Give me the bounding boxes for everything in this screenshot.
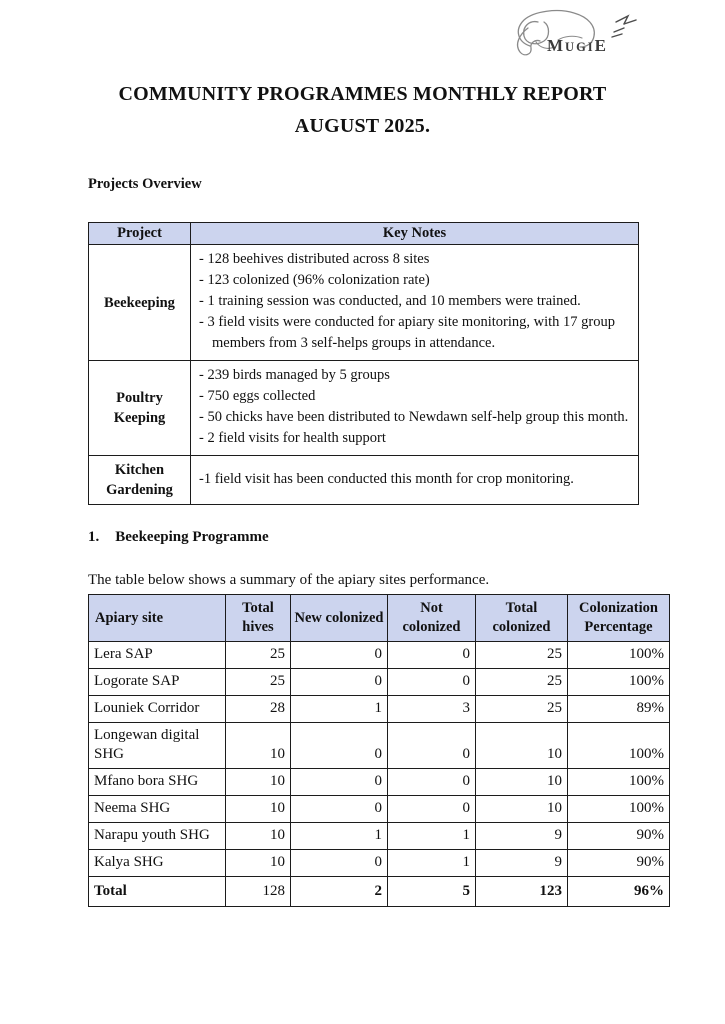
note-line: - 1 training session was conducted, and 10 members were trained.: [199, 293, 581, 309]
apiary-row: [89, 642, 670, 669]
value-cell: 10: [226, 723, 291, 769]
value-cell: 1: [388, 850, 476, 877]
value-cell: 10: [226, 769, 291, 796]
key-notes-cell: [191, 456, 639, 505]
project-row: [89, 456, 639, 505]
project-row: [89, 361, 639, 456]
projects-overview-header-row: [89, 223, 639, 245]
value-cell: 0: [291, 669, 388, 696]
value-cell: 0: [388, 769, 476, 796]
apiary-row: [89, 669, 670, 696]
note-line: - 3 field visits were conducted for apiary site monitoring, with 17 group members from 3 self-helps groups in attendance.: [199, 314, 615, 351]
value-cell: 3: [388, 696, 476, 723]
apiary-site-cell: Mfano bora SHG: [89, 769, 226, 796]
section-number: 1.: [88, 529, 100, 545]
report-title-line2: AUGUST 2025.: [294, 115, 431, 137]
note-line: - 50 chicks have been distributed to Newdawn self-help group this month.: [199, 409, 629, 425]
value-cell: 100%: [568, 642, 670, 669]
value-cell: 0: [388, 723, 476, 769]
value-cell: 10: [226, 823, 291, 850]
apiary-header-row: [89, 595, 670, 642]
value-cell: 9: [476, 850, 568, 877]
report-title: [0, 78, 725, 142]
value-cell: 10: [476, 796, 568, 823]
value-cell: 0: [291, 642, 388, 669]
projects-overview-heading: Projects Overview: [88, 176, 202, 192]
colonization-percentage-column-header: Colonization Percentage: [568, 595, 670, 642]
apiary-row: [89, 723, 670, 769]
note-line: - 239 birds managed by 5 groups: [199, 367, 390, 383]
value-cell: 1: [291, 823, 388, 850]
key-notes-cell: [191, 361, 639, 456]
value-cell: 0: [388, 796, 476, 823]
note-line: - 123 colonized (96% colonization rate): [199, 272, 430, 288]
total-label-cell: Total: [89, 877, 226, 907]
brand-letter: E: [594, 36, 609, 55]
brand-letters: UGI: [565, 40, 595, 54]
mugie-logo: [500, 6, 650, 64]
section-title: Beekeeping Programme: [115, 529, 269, 545]
value-cell: 10: [226, 796, 291, 823]
brand-letter: M: [547, 36, 566, 55]
value-cell: 0: [291, 723, 388, 769]
value-cell: 25: [226, 642, 291, 669]
apiary-row: [89, 769, 670, 796]
bird-sketch-icon: [612, 16, 636, 37]
value-cell: 1: [291, 696, 388, 723]
value-cell: 0: [388, 669, 476, 696]
apiary-row: [89, 696, 670, 723]
value-cell: 10: [226, 850, 291, 877]
value-cell: 25: [476, 696, 568, 723]
report-title-line1: COMMUNITY PROGRAMMES MONTHLY REPORT: [118, 83, 607, 105]
value-cell: 100%: [568, 723, 670, 769]
value-cell: 9: [476, 823, 568, 850]
apiary-row: [89, 850, 670, 877]
note-line: -1 field visit has been conducted this month for crop monitoring.: [199, 470, 574, 487]
value-cell: 128: [226, 877, 291, 907]
value-cell: 10: [476, 723, 568, 769]
apiary-row: [89, 823, 670, 850]
total-hives-column-header: Total hives: [226, 595, 291, 642]
note-line: - 128 beehives distributed across 8 sites: [199, 251, 430, 267]
project-name-cell: Beekeeping: [89, 245, 191, 361]
apiary-table-body: [89, 642, 670, 907]
apiary-total-row: [89, 877, 670, 907]
value-cell: 0: [291, 850, 388, 877]
value-cell: 123: [476, 877, 568, 907]
value-cell: 96%: [568, 877, 670, 907]
apiary-site-cell: Neema SHG: [89, 796, 226, 823]
total-colonized-column-header: Total colonized: [476, 595, 568, 642]
value-cell: 89%: [568, 696, 670, 723]
value-cell: 2: [291, 877, 388, 907]
value-cell: 0: [388, 642, 476, 669]
apiary-performance-table: [88, 594, 670, 907]
apiary-row: [89, 796, 670, 823]
apiary-site-cell: Logorate SAP: [89, 669, 226, 696]
value-cell: 90%: [568, 823, 670, 850]
apiary-site-cell: Kalya SHG: [89, 850, 226, 877]
new-colonized-column-header: New colonized: [291, 595, 388, 642]
note-line: - 2 field visits for health support: [199, 430, 386, 446]
value-cell: 25: [476, 642, 568, 669]
brand-wordmark: [547, 36, 608, 56]
projects-overview-table-body: [89, 245, 639, 505]
note-line: - 750 eggs collected: [199, 388, 316, 404]
project-name-cell: Poultry Keeping: [89, 361, 191, 456]
value-cell: 1: [388, 823, 476, 850]
apiary-table-intro: The table below shows a summary of the apiary sites performance.: [88, 572, 490, 588]
apiary-site-cell: Longewan digital SHG: [89, 723, 226, 769]
value-cell: 25: [476, 669, 568, 696]
apiary-site-cell: Lera SAP: [89, 642, 226, 669]
apiary-site-cell: Louniek Corridor: [89, 696, 226, 723]
key-notes-cell: [191, 245, 639, 361]
value-cell: 10: [476, 769, 568, 796]
projects-overview-table: [88, 222, 639, 505]
apiary-site-column-header: Apiary site: [89, 595, 226, 642]
project-row: [89, 245, 639, 361]
not-colonized-column-header: Not colonized: [388, 595, 476, 642]
value-cell: 100%: [568, 769, 670, 796]
value-cell: 90%: [568, 850, 670, 877]
beekeeping-section-heading: [88, 529, 269, 546]
apiary-site-cell: Narapu youth SHG: [89, 823, 226, 850]
value-cell: 100%: [568, 796, 670, 823]
value-cell: 5: [388, 877, 476, 907]
value-cell: 25: [226, 669, 291, 696]
value-cell: 100%: [568, 669, 670, 696]
value-cell: 0: [291, 796, 388, 823]
value-cell: 0: [291, 769, 388, 796]
value-cell: 28: [226, 696, 291, 723]
key-notes-column-header: Key Notes: [191, 223, 639, 245]
project-column-header: Project: [89, 223, 191, 245]
project-name-cell: Kitchen Gardening: [89, 456, 191, 505]
